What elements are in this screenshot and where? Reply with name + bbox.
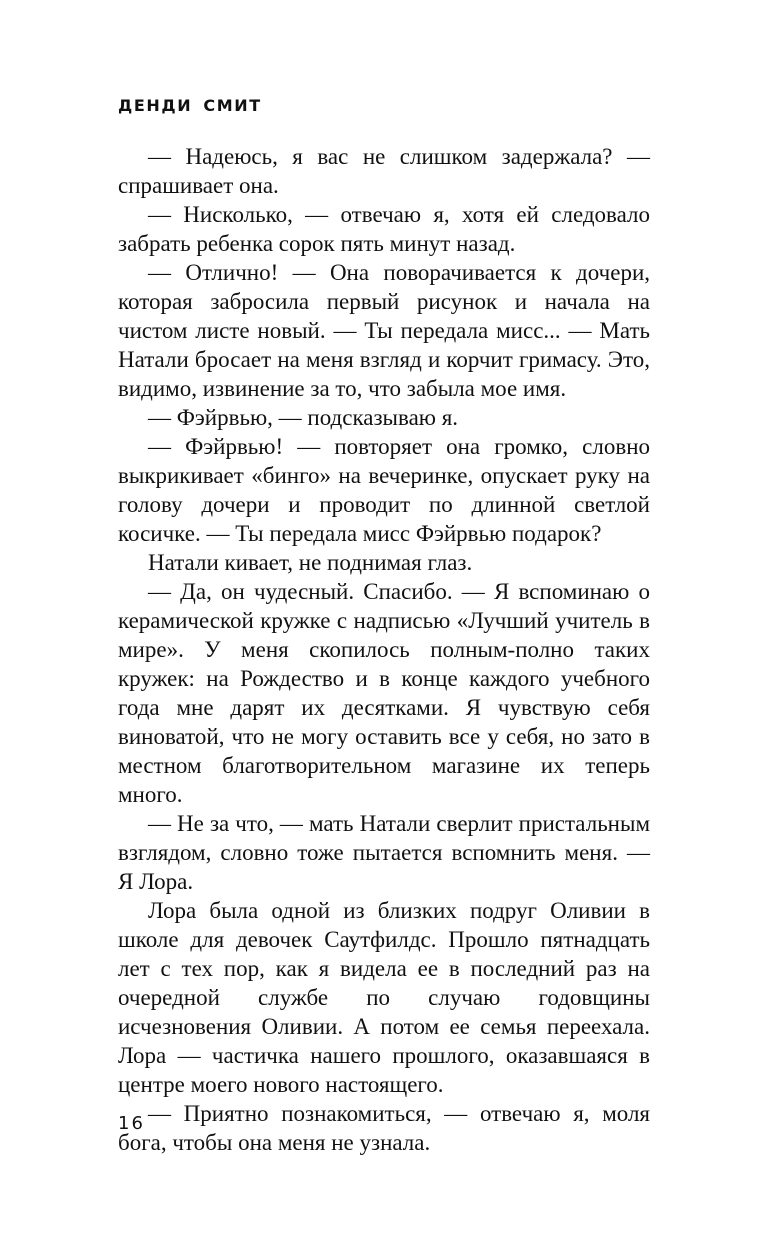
running-head-author: ДЕНДИ СМИТ — [118, 96, 262, 115]
paragraph: — Фэйрвью! — повторяет она громко, словно выкрикивает «бинго» на вечеринке, опускает руку на голову дочери и проводит по длинной светлой косичке. — Ты передала мисс Фэйрвью подарок? — [118, 434, 650, 546]
paragraph: — Не за что, — мать Натали сверлит пристальным взглядом, словно тоже пытается вспомнить меня. — Я Лора. — [118, 811, 650, 894]
paragraph: — Да, он чудесный. Спасибо. — Я вспоминаю о керамической кружке с надписью «Лучший учитель в мире». У меня скопилось полным-полно таких кружек: на Рождество и в конце каждого учебного года мне дарят их десятками. Я чувствую себя виноватой, что не могу оставить все у себя, но зато в местном благотворительном магазине их теперь много. — [118, 579, 650, 807]
paragraph: — Приятно познакомиться, — отвечаю я, моля бога, чтобы она меня не узнала. — [118, 1101, 650, 1155]
page-number: 16 — [118, 1113, 145, 1134]
paragraph: Лора была одной из близких подруг Оливии в школе для девочек Саутфилдс. Прошло пятнадцать лет с тех пор, как я видела ее в последний раз на очередной службе по случаю годовщины исчезновения Оливии. А потом ее семья переехала. Лора — частичка нашего прошлого, оказавшаяся в центре моего нового настоящего. — [118, 898, 650, 1097]
paragraph: — Надеюсь, я вас не слишком задержала? — спрашивает она. — [118, 144, 650, 198]
paragraph: — Отлично! — Она поворачивается к дочери, которая забросила первый рисунок и начала на чистом листе новый. — Ты передала мисс... — Мать Натали бросает на меня взгляд и корчит гримасу. Это, видимо, извинение за то, что забыла мое имя. — [118, 260, 650, 401]
paragraph: — Нисколько, — отвечаю я, хотя ей следовало забрать ребенка сорок пять минут назад. — [118, 202, 650, 256]
paragraph: Натали кивает, не поднимая глаз. — [148, 550, 473, 575]
body-text — [118, 142, 650, 1157]
paragraph: — Фэйрвью, — подсказываю я. — [148, 405, 459, 430]
